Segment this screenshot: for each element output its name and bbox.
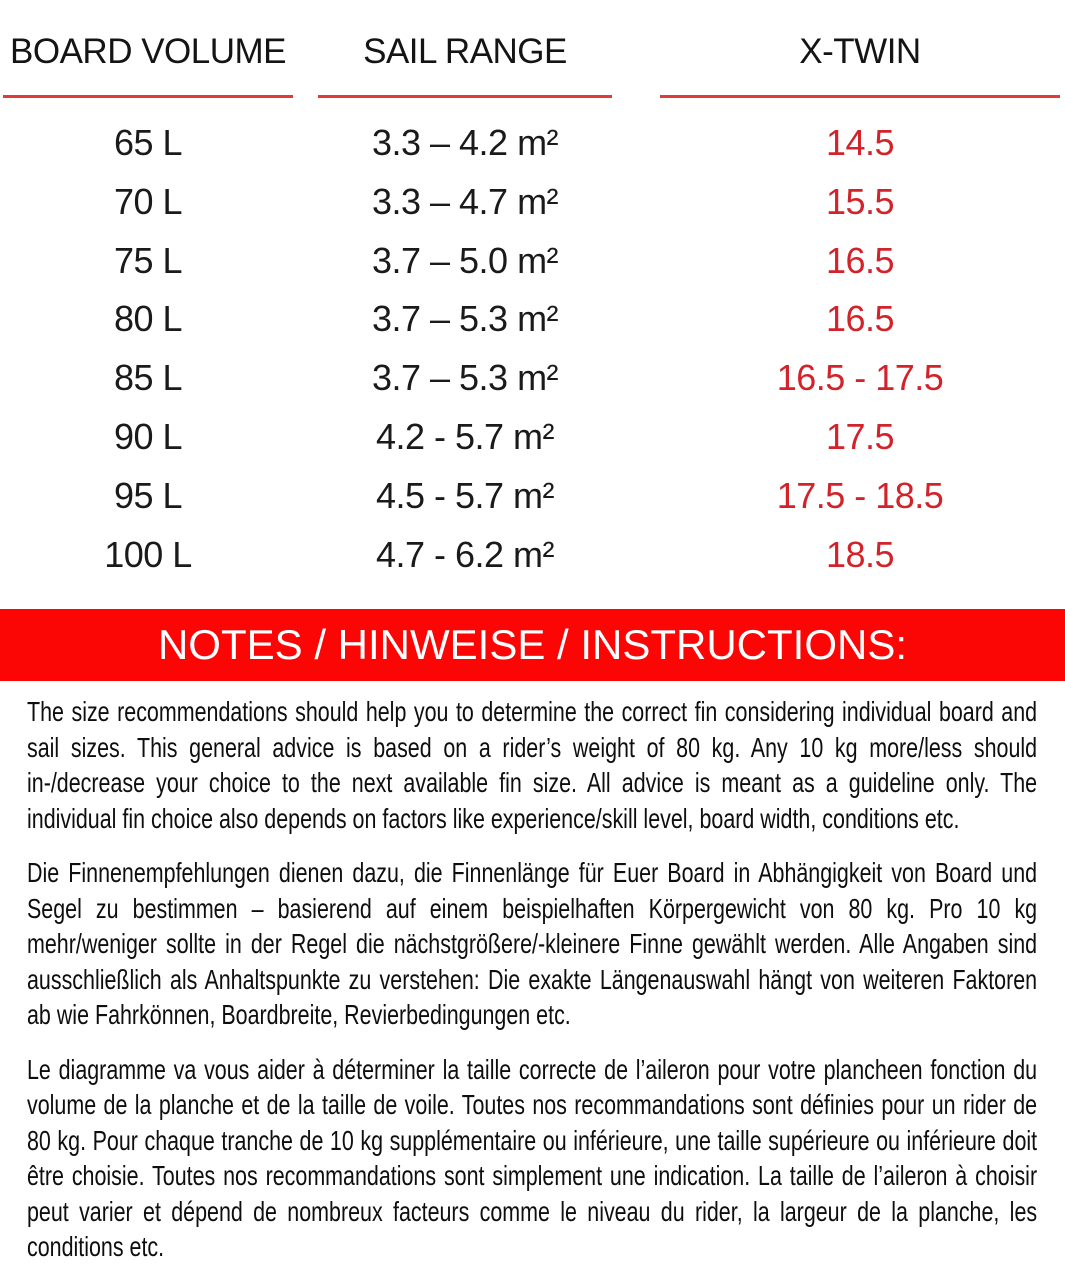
- volume-cell: 90 L: [113, 415, 183, 457]
- volume-cell: 75 L: [113, 239, 183, 281]
- volume-cell: 65 L: [113, 122, 183, 163]
- sail-range-cell: 3.3 – 4.7 m²: [371, 180, 559, 222]
- volume-cell: 100 L: [104, 533, 192, 575]
- volume-cell: 70 L: [113, 180, 183, 222]
- sail-range-underline: [318, 95, 612, 98]
- volume-cell: 85 L: [113, 357, 183, 399]
- sail-range-cell: 4.5 - 5.7 m²: [375, 474, 555, 516]
- x-twin-cell: 16.5 - 17.5: [776, 357, 944, 399]
- x-twin-cell: 14.5: [825, 122, 895, 163]
- sail-range-cell: 4.7 - 6.2 m²: [375, 533, 555, 575]
- board-volume-underline: [3, 95, 293, 98]
- x-twin-underline: [660, 95, 1060, 98]
- x-twin-cell: 18.5: [825, 533, 895, 575]
- notes-banner: [0, 609, 1065, 681]
- x-twin-cell: 17.5 - 18.5: [776, 474, 944, 516]
- board-volume-cells: [3, 114, 293, 584]
- column-header-board-volume: BOARD VOLUME: [10, 32, 286, 71]
- x-twin-cell: 16.5: [825, 298, 895, 340]
- volume-cell: 80 L: [113, 298, 183, 340]
- x-twin-cell: 17.5: [825, 415, 895, 457]
- x-twin-cells: [660, 114, 1060, 584]
- column-header-sail-range: SAIL RANGE: [363, 32, 567, 71]
- note-paragraph-french: Le diagramme va vous aider à déterminer la taille correcte de l’aileron pour votre plancheen fonction du volume de la planche et de la taille de voile. Toutes nos recommandations sont définies pour un rider de 80 kg. Pour chaque tranche de 10 kg supplémentaire ou inférieure, une taille supérieure ou inférieure doit être choisie. Toutes nos recommandations sont simplement une indication. La taille de l’aileron à choisir peut varier et dépend de nombreux facteurs comme le niveau du rider, la largeur de la planche, les conditions etc.: [27, 1053, 1038, 1262]
- sail-range-cell: 3.7 – 5.3 m²: [371, 357, 559, 399]
- notes-section: [27, 694, 1037, 1265]
- note-paragraph-english: The size recommendations should help you to determine the correct fin considering individual board and sail sizes. This general advice is based on a rider’s weight of 80 kg. Any 10 kg more/less should in-/decrease your choice to the next available fin size. All advice is meant as a guideline only. The individual fin choice also depends on factors like experience/skill level, board width, conditions etc.: [27, 696, 1038, 834]
- column-header-x-twin: X-TWIN: [799, 32, 921, 71]
- notes-banner-title: NOTES / HINWEISE / INSTRUCTIONS:: [157, 621, 908, 668]
- x-twin-cell: 16.5: [825, 239, 895, 281]
- sail-range-cell: 4.2 - 5.7 m²: [375, 415, 555, 457]
- x-twin-cell: 15.5: [825, 180, 895, 222]
- volume-cell: 95 L: [113, 474, 183, 516]
- sail-range-cell: 3.7 – 5.0 m²: [371, 239, 559, 281]
- sail-range-cell: 3.3 – 4.2 m²: [371, 122, 559, 163]
- notes-text-block: [27, 694, 1037, 1265]
- sail-range-cell: 3.7 – 5.3 m²: [371, 298, 559, 340]
- note-paragraph-german: Die Finnenempfehlungen dienen dazu, die Finnenlänge für Euer Board in Abhängigkeit von Board und Segel zu bestimmen – basierend auf einem beispielhaften Körpergewicht von 80 kg. Pro 10 kg mehr/weniger sollte in der Regel die nächstgrößere/-kleinere Finne gewählt werden. Alle Angaben sind ausschließlich als Anhaltspunkte zu verstehen: Die exakte Längenauswahl hängt von weiteren Faktoren ab wie Fahrkönnen, Boardbreite, Revierbedingungen etc.: [27, 857, 1038, 1030]
- sail-range-cells: [318, 114, 612, 584]
